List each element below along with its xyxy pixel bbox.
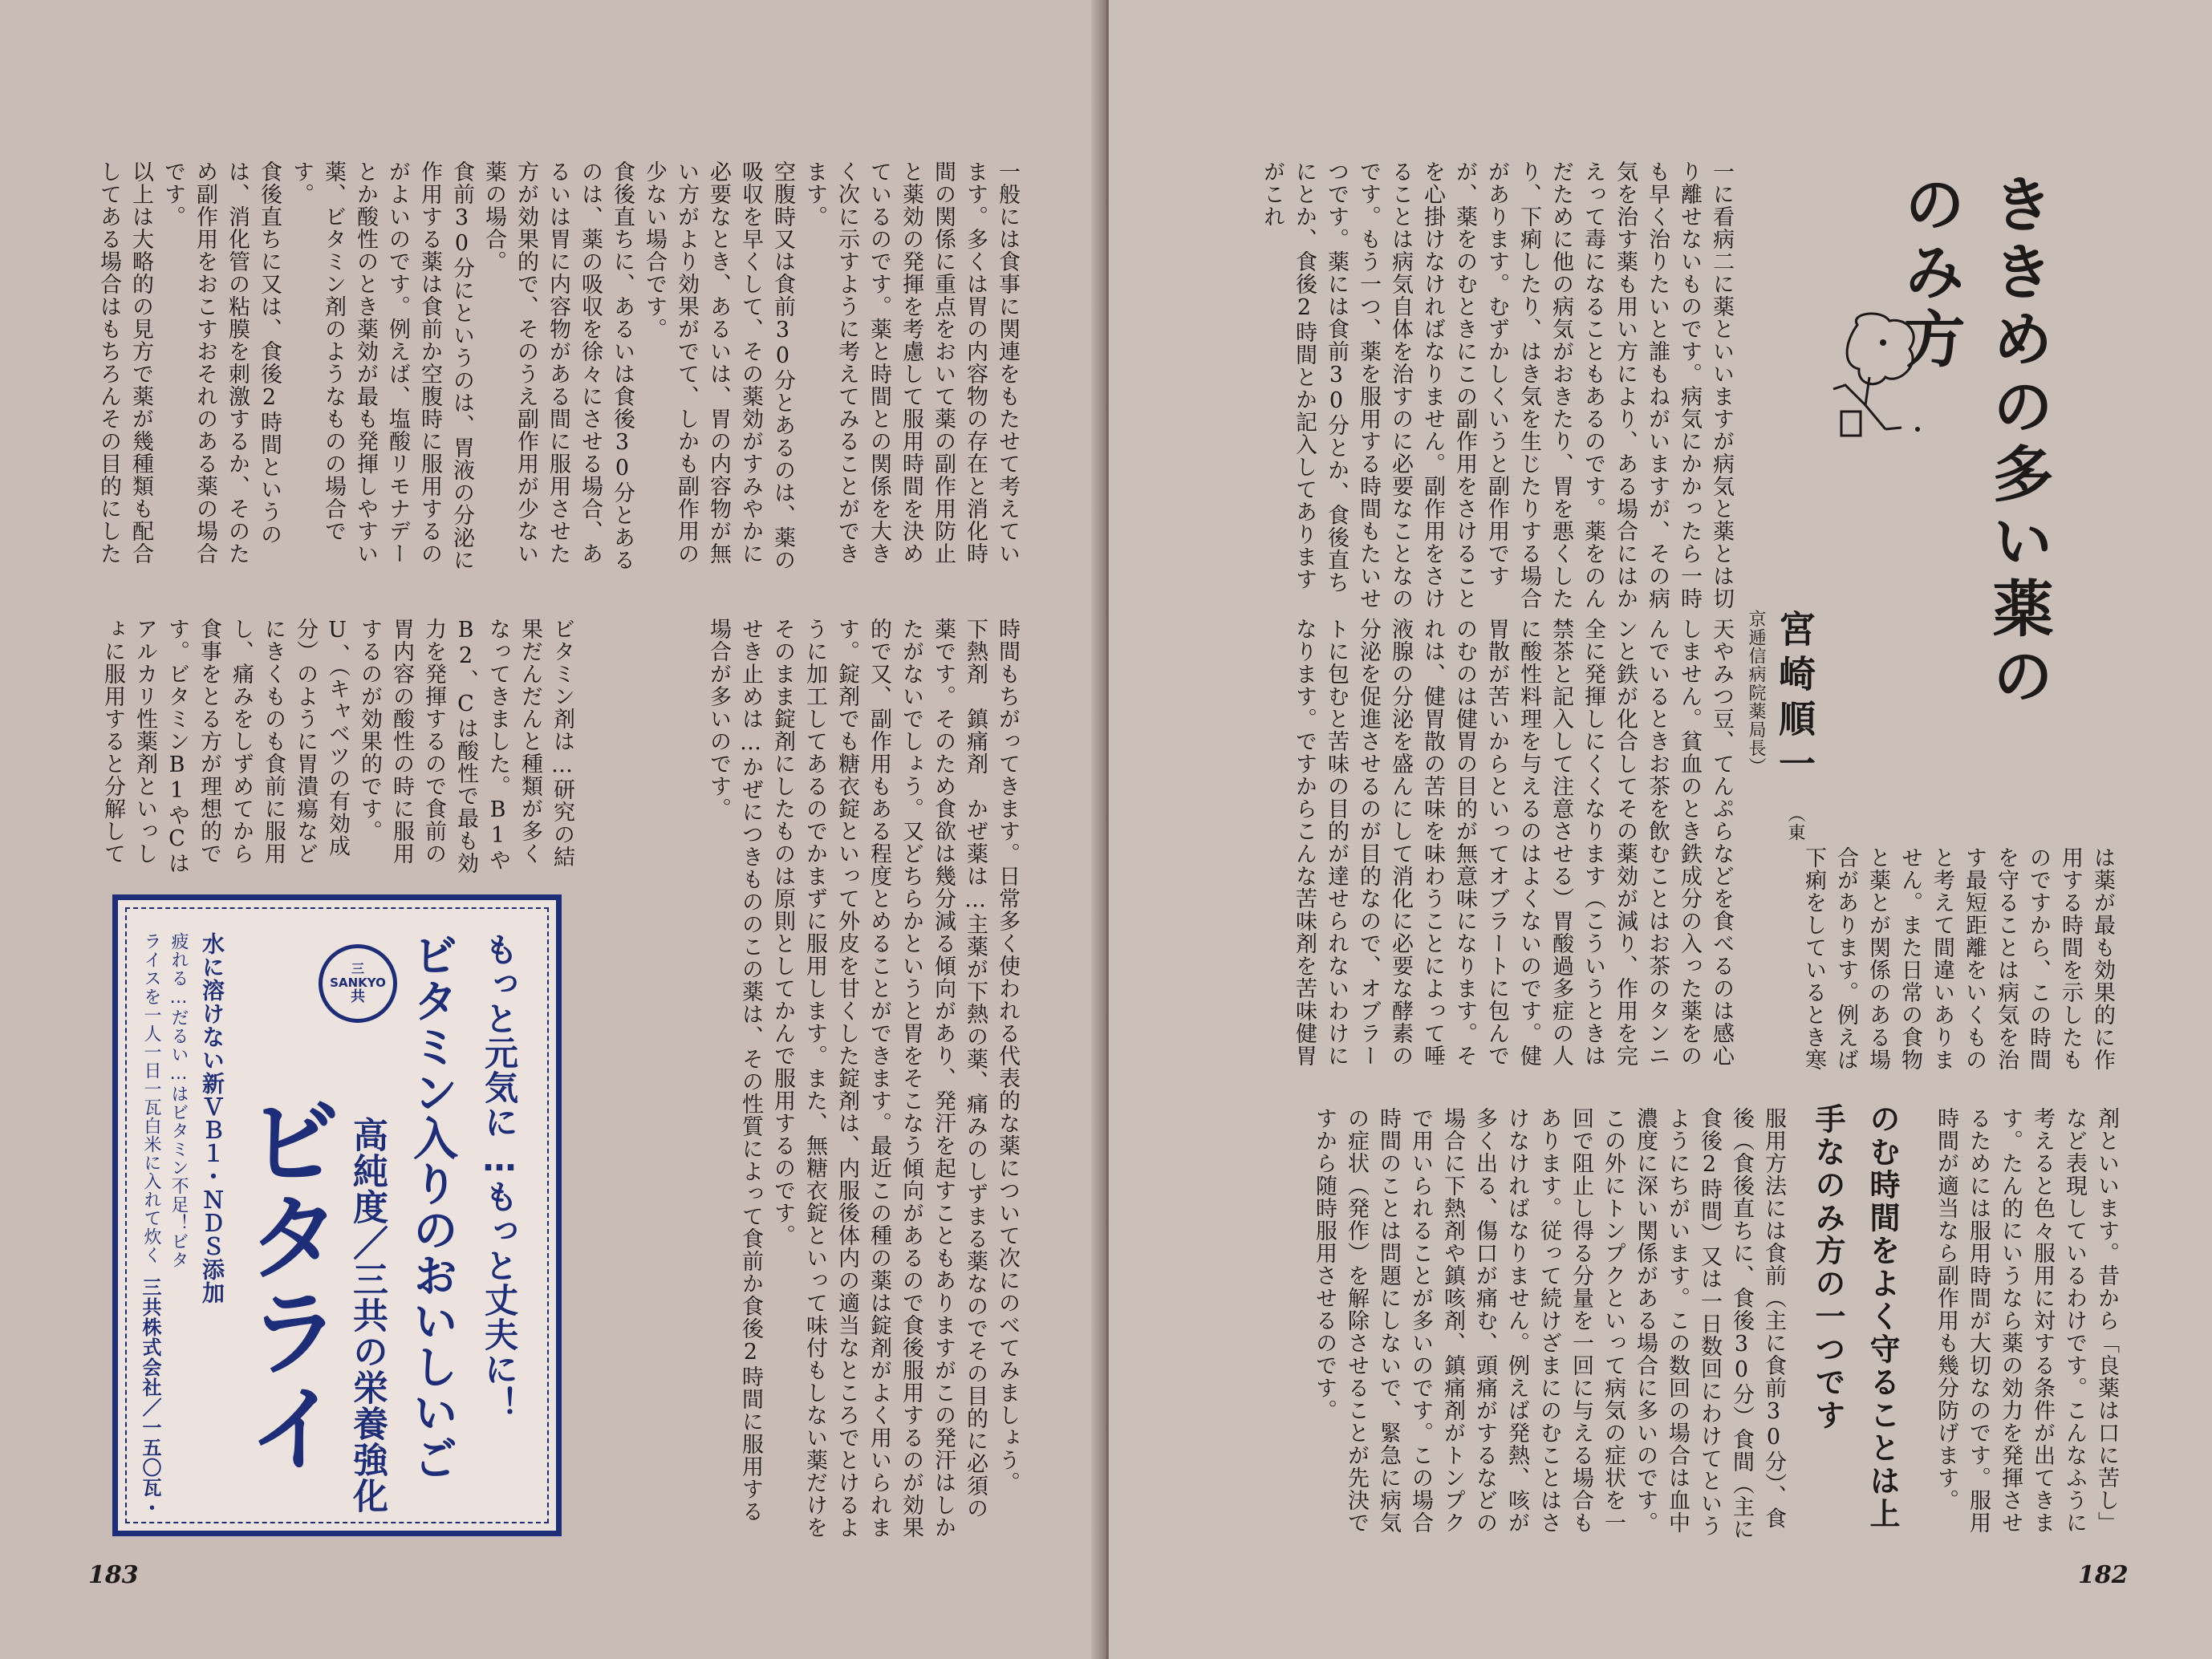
left-lower-text-upper-left: [96, 618, 578, 874]
article-title: ききめの多い薬ののみ方: [1894, 172, 2054, 712]
paragraph: 食後直ちに又は、食後2時間というのは、消化管の粘膜を刺激するか、そのため副作用をおこすおそれのある薬の場合です。: [160, 160, 282, 565]
paragraph: 下熱剤 鎮痛剤 かぜ薬は…主薬が下熱の薬、痛みのしずまる薬なのでその目的に必須の薬です。そのため食欲は幾分減る傾向があり、発汗を起すこともありますがこの発汗はしかたがないでしょう。又どちらかというと胃をそこなう傾向があるので食後服用するのが効果的で又、副作用もある程度とめることができます。最近この種の薬は錠剤がよく用いられます。錠剤でも糖衣錠といって外皮を甘くした錠剤は、内服後体内の適当なところでとけるように加工してあるのでかまずに服用します。また、無糖衣錠といって味付もしない薬だけをそのまま錠剤にしたものは原則としてかんで服用するのです。: [770, 618, 988, 1539]
page-number-right: 182: [2078, 1561, 2129, 1589]
paragraph: 服用方法には食前（主に食前30分）、食後（食後直ちに、食後30分）食間（主に食後2時間）又は一日数回にわけてというようにちがいます。この数回の場合は血中濃度に深い関係がある場合に多いのです。この外にトンプクといって病気の症状を一回で阻止し得る分量を一回に与える場合もあります。従って続けざまにのむことはさけなければなりません。例えば発熱、咳が多く出る、傷口が痛む、頭痛がするなどの場合に下熱剤や鎮咳剤、鎮痛剤がトンプクで用いられることが多いのです。この場合時間のことは問題にしないで、緊急に病気の症状（発作）を解除させることが先決ですから随時服用させるのです。: [1312, 1107, 1786, 1540]
article-author: [1741, 610, 1821, 842]
paragraph: せき止めは…かぜにつきもののこの薬は、その性質によって食前か食後2時間に服用する場合が多いのです。: [706, 618, 763, 1523]
paragraph: 一般には食事に関連をもたせて考えています。多くは胃の内容物の存在と消化時間の関係に重点をおいて薬の副作用防止と薬効の発揮を考慮して服用時間を決めているのです。薬と時間との関係を大きく次に示すように考えてみることができます。: [802, 160, 1020, 565]
right-lower-text-c: [1922, 1107, 2122, 1540]
pharmacist-sketch-icon: [1809, 309, 1930, 445]
ad-tagline: もっと元気に…もっと丈夫に！: [480, 932, 519, 1421]
paragraph: 食前30分にというのは、胃液の分泌に作用する薬は食前か空腹時に服用するのがよいのです。例えば、塩酸リモナデーとか酸性のとき薬効が最も発揮しやすい薬、ビタミン剤のようなものの場合です。: [289, 160, 474, 571]
article-subheading: のむ時間をよく守ることは上手なのみ方の一つです: [1810, 1103, 1901, 1531]
right-lower-text-a: [1232, 618, 1737, 1083]
paragraph: 一に看病二に薬といいますが病気と薬とは切り離せないものです。病気にかかったら一時も早く治りたいと誰もねがいますが、その病気を治す薬も用い方により、ある場合にはかえって毒になることもあるのです。薬をのんだために他の病気がおきたり、胃を悪くしたり、下痢したり、はき気を生じたりする場合があります。むずかしくいうと副作用ですが、薬をのむときにこの副作用をさけることを心掛けなければなりません。副作用をさけることは病気自体を治すのに必要なことなのです。もう一つ、薬を服用する時間もたいせつです。薬には食前30分とか、食後直ちにとか、食後2時間とか記入してありますがこれ: [1260, 160, 1734, 610]
ad-subheadline: 高純度／三共の栄養強化: [347, 1117, 388, 1514]
paragraph: 空腹時又は食前30分とあるのは、薬の吸収を早くして、その薬効がすみやかに必要なとき、あるいは、胃の内容物が無い方がより効果がでて、しかも副作用の少ない場合です。: [642, 160, 795, 571]
ad-body: 疲れる…だるい…はビタミン不足！ビタライスを一人一日一瓦白米に入れて炊く: [141, 932, 189, 1269]
right-upper-text: [1232, 160, 1737, 610]
logo-brand: SANKYO: [330, 975, 386, 990]
left-upper-text: [96, 160, 1023, 578]
paragraph: 天やみつ豆、てんぷらなどを食べるのは感心しません。貧血のとき鉄成分の入った薬をのんでいるときお茶を飲むことはお茶のタンニンと鉄が化合してその薬効が減り、作用を完全に発揮しにくくなります（こういうときは禁茶と記入して注意させる）胃酸過多症の人に酸性料理を与えるのはよくないのです。健胃散が苦いからといってオブラートに包んでのむのは健胃の目的が無意味になります。それは、健胃散の苦味を味わうことによって唾液腺の分泌を盛んにして消化に必要な酵素の分泌を促進させるのが目的なので、オブラートに包むと苦味の目的が達せられないわけになります。ですからこんな苦味剤を苦味健胃: [1292, 618, 1734, 1067]
paragraph: は薬が最も効果的に作用する時間を示したものですから、この時間を守ることは病気を治す最短距離をいくものと考えて間違いありません。また日常の食物と薬とが関係のある場合があります。例えば下痢をしているとき寒: [1801, 846, 2115, 1071]
sankyo-vitarice-ad: [112, 894, 562, 1536]
right-lower-text-d: [1207, 1107, 1789, 1540]
ad-product-name: ビタライ: [231, 1093, 342, 1474]
ad-feature: 水に溶けない新ＶＢ１・ＮＤＳ添加: [199, 932, 225, 1304]
author-affiliation: （東京逓信病院薬局長）: [1746, 610, 1805, 842]
ad-headline: ビタミン入りのおいしいご: [406, 932, 458, 1481]
ad-company: 三共株式会社／一五〇瓦・: [139, 1277, 161, 1518]
right-lower-text-b: [1749, 846, 2118, 1087]
left-lower-text-right: [586, 618, 1023, 1540]
paragraph: 食後直ちに、あるいは食後30分とあるのは、薬の吸収を徐々にさせる場合、あるいは胃に内容物がある間に服用させた方が効果的で、そのうえ副作用が少ない薬の場合。: [481, 160, 635, 571]
paragraph: 時間もちがってきます。日常多く使われる代表的な薬について次にのべてみましょう。: [995, 618, 1020, 1494]
page-number-left: 183: [88, 1561, 139, 1589]
paragraph: 以上は大略的の見方で薬が幾種類も配合してある場合はもちろんその目的にした: [96, 160, 153, 565]
logo-bottom-char: 共: [351, 988, 365, 1006]
paragraph: 剤といいます。昔から「良薬は口に苦し」など表現しているわけです。こんなふうに考えると色々服用に対する条件が出てきます。たん的にいうなら薬の効力を発揮させるためには服用時間が大切なのです。服用時間が適当なら副作用も幾分防げます。: [1934, 1107, 2119, 1534]
paragraph: ビタミン剤は…研究の結果だんだんと種類が多くなってきました。B1やB2、Cは酸性で最も効力を発揮するので食前の胃内容の酸性の時に服用するのが効果的です。U、（キャベツの有効成分）のように胃潰瘍などにきくものも食前に服用し、痛みをしずめてから食事をとる方が理想的です。ビタミンB1やCはアルカリ性薬剤といっしょに服用すると分解して: [100, 618, 574, 874]
sankyo-logo: [319, 944, 397, 1023]
author-name: 宮崎順一: [1773, 610, 1816, 789]
logo-top-char: 三: [351, 961, 364, 977]
